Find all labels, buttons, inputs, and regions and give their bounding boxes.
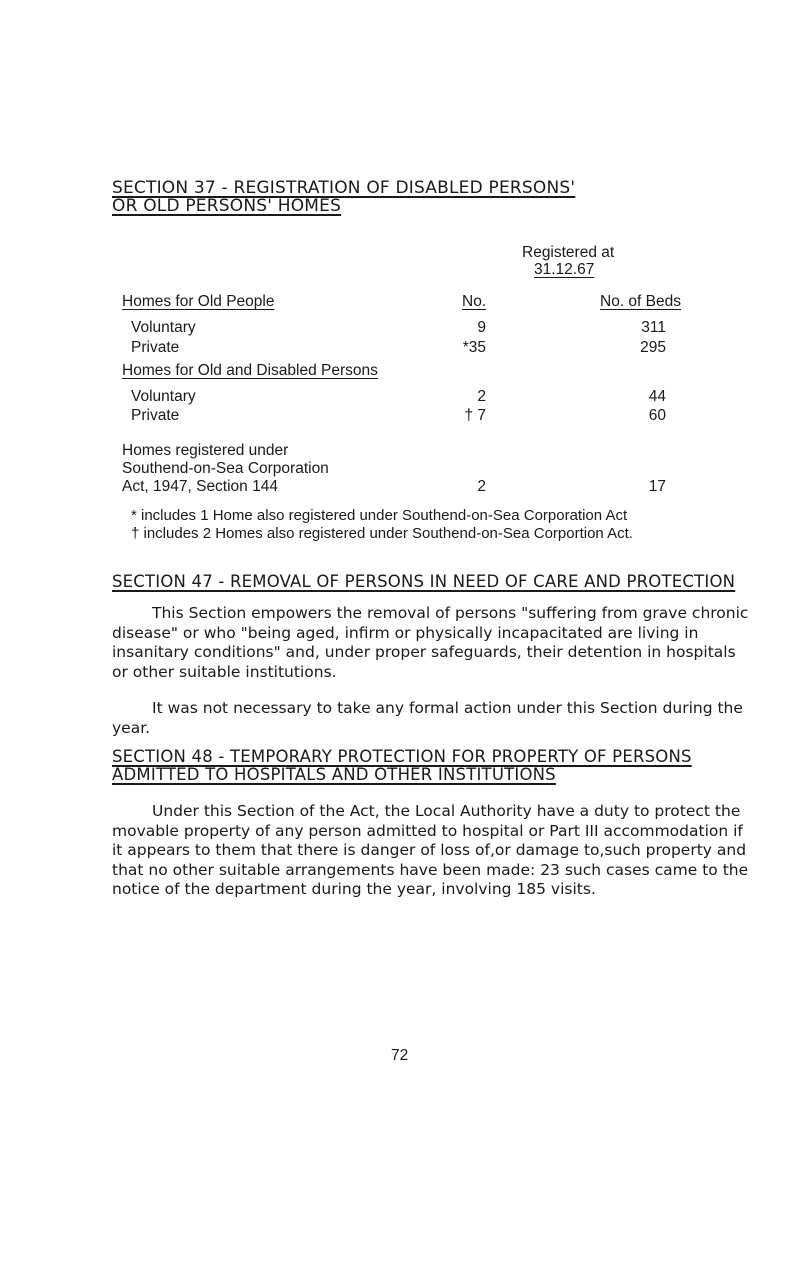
- row-no: † 7: [464, 407, 486, 424]
- row-beds: 60: [648, 407, 666, 424]
- section48-heading-line1: SECTION 48 - TEMPORARY PROTECTION FOR PROPERTY OF PERSONS: [112, 747, 692, 766]
- row-beds: 44: [648, 388, 666, 405]
- section48-paragraph: Under this Section of the Act, the Local Authority have a duty to protect the movable property of any person admitted to hospital or Part III accommodation if it appears to them that there is danger of loss of,or damage to,such property and that no other suitable arrangements have been made: 23 such cases came to the notice of the department during the year, involving 185 visits.: [112, 802, 749, 898]
- section47-paragraph1: This Section empowers the removal of persons "suffering from grave chronic disease" or who "being aged, infirm or physically incapacitated are living in insanitary conditions" and, under proper safeguards, their detention in hospitals or other suitable institutions.: [112, 604, 749, 681]
- row-no: 9: [477, 319, 486, 336]
- subheading-old-disabled: Homes for Old and Disabled Persons: [122, 362, 378, 379]
- southend-beds: 17: [648, 478, 666, 495]
- southend-line2: Southend-on-Sea Corporation: [122, 460, 329, 477]
- row-label: Private: [131, 339, 180, 356]
- row-label: Private: [131, 407, 180, 424]
- row-no: 2: [477, 388, 486, 405]
- section48-heading-line2: ADMITTED TO HOSPITALS AND OTHER INSTITUTIONS: [112, 765, 556, 784]
- page-number: 72: [391, 1047, 409, 1064]
- row-beds: 295: [640, 339, 666, 356]
- section37-heading-line2: OR OLD PERSONS' HOMES: [112, 196, 342, 216]
- registered-date: 31.12.67: [534, 261, 595, 278]
- col-no: No.: [462, 293, 487, 310]
- section47-heading: SECTION 47 - REMOVAL OF PERSONS IN NEED OF CARE AND PROTECTION: [112, 572, 736, 591]
- section47-paragraph2: It was not necessary to take any formal action under this Section during the year.: [112, 699, 743, 737]
- col-homes-old-people: Homes for Old People: [122, 293, 275, 310]
- row-beds: 311: [641, 319, 666, 336]
- footnote-dagger: † includes 2 Homes also registered under Southend-on-Sea Corportion Act.: [131, 525, 633, 542]
- southend-line1: Homes registered under: [122, 442, 289, 459]
- col-no-of-beds: No. of Beds: [600, 293, 681, 310]
- row-label: Voluntary: [131, 388, 196, 405]
- row-label: Voluntary: [131, 319, 196, 336]
- registered-at-label: Registered at: [522, 244, 615, 261]
- southend-line3: Act, 1947, Section 144: [122, 478, 278, 495]
- southend-no: 2: [477, 478, 486, 495]
- footnote-asterisk: * includes 1 Home also registered under Southend-on-Sea Corporation Act: [131, 507, 628, 524]
- row-no: *35: [462, 339, 486, 356]
- section37-heading-line1: SECTION 37 - REGISTRATION OF DISABLED PERSONS': [112, 178, 576, 198]
